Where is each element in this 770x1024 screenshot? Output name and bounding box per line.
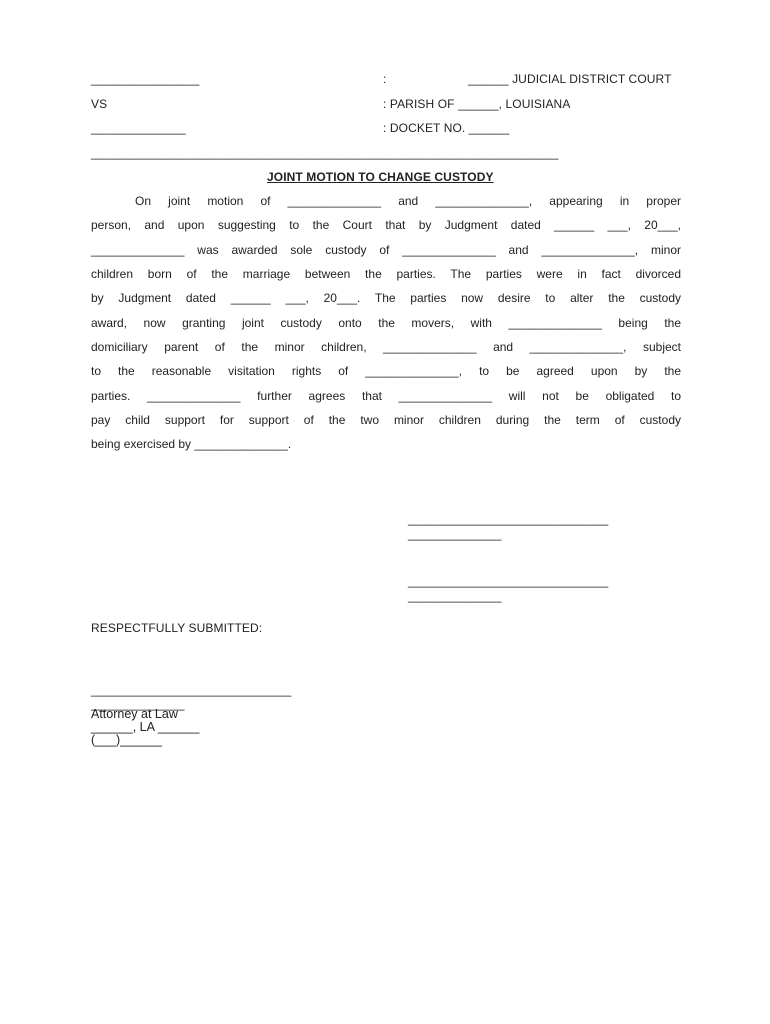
defendant-blank: ______________	[91, 121, 186, 135]
body-line-8: to the reasonable visitation rights of ______________, to be agreed upon by the	[91, 364, 681, 378]
body-line-11: being exercised by ______________.	[91, 437, 292, 451]
body-line-2: person, and upon suggesting to the Court that by Judgment dated ______ ___, 20___,	[91, 218, 681, 232]
body-line-10: pay child support for support of the two minor children during the term of custody	[91, 413, 681, 427]
docket-line: : DOCKET NO. ______	[383, 121, 510, 135]
document-title: JOINT MOTION TO CHANGE CUSTODY	[267, 170, 494, 184]
caption-rule: _____________________________________________________________________	[91, 146, 559, 160]
body-line-1: On joint motion of ______________ and ______________, appearing in proper	[135, 194, 681, 208]
signature-name-1: ______________	[408, 527, 502, 541]
body-line-5: by Judgment dated ______ ___, 20___. The parties now desire to alter the custody	[91, 291, 681, 305]
versus-label: VS	[91, 97, 108, 111]
signature-line-2: ______________________________	[408, 574, 609, 588]
respectfully-submitted: RESPECTFULLY SUBMITTED:	[91, 621, 263, 635]
attorney-title: Attorney at Law	[91, 707, 178, 721]
attorney-city-state: ______, LA ______	[91, 720, 200, 734]
caption-colon: :	[383, 72, 387, 86]
attorney-phone: (___)______	[91, 733, 162, 747]
signature-name-2: ______________	[408, 589, 502, 603]
body-line-3: ______________ was awarded sole custody of ______________ and ______________, minor	[91, 243, 681, 257]
attorney-signature-line: ______________________________	[91, 683, 292, 697]
body-line-9: parties. ______________ further agrees that ______________ will not be obligated to	[91, 389, 681, 403]
signature-line-1: ______________________________	[408, 512, 609, 526]
attorney-name-blank: ______________	[91, 697, 185, 711]
district-court: ______ JUDICIAL DISTRICT COURT	[468, 72, 672, 86]
parish-line: : PARISH OF ______, LOUISIANA	[383, 97, 571, 111]
body-line-6: award, now granting joint custody onto the movers, with ______________ being the	[91, 316, 681, 330]
plaintiff-blank: ________________	[91, 72, 200, 86]
body-line-4: children born of the marriage between the parties. The parties were in fact divorced	[91, 267, 681, 281]
body-line-7: domiciliary parent of the minor children, ______________ and ______________, subject	[91, 340, 681, 354]
